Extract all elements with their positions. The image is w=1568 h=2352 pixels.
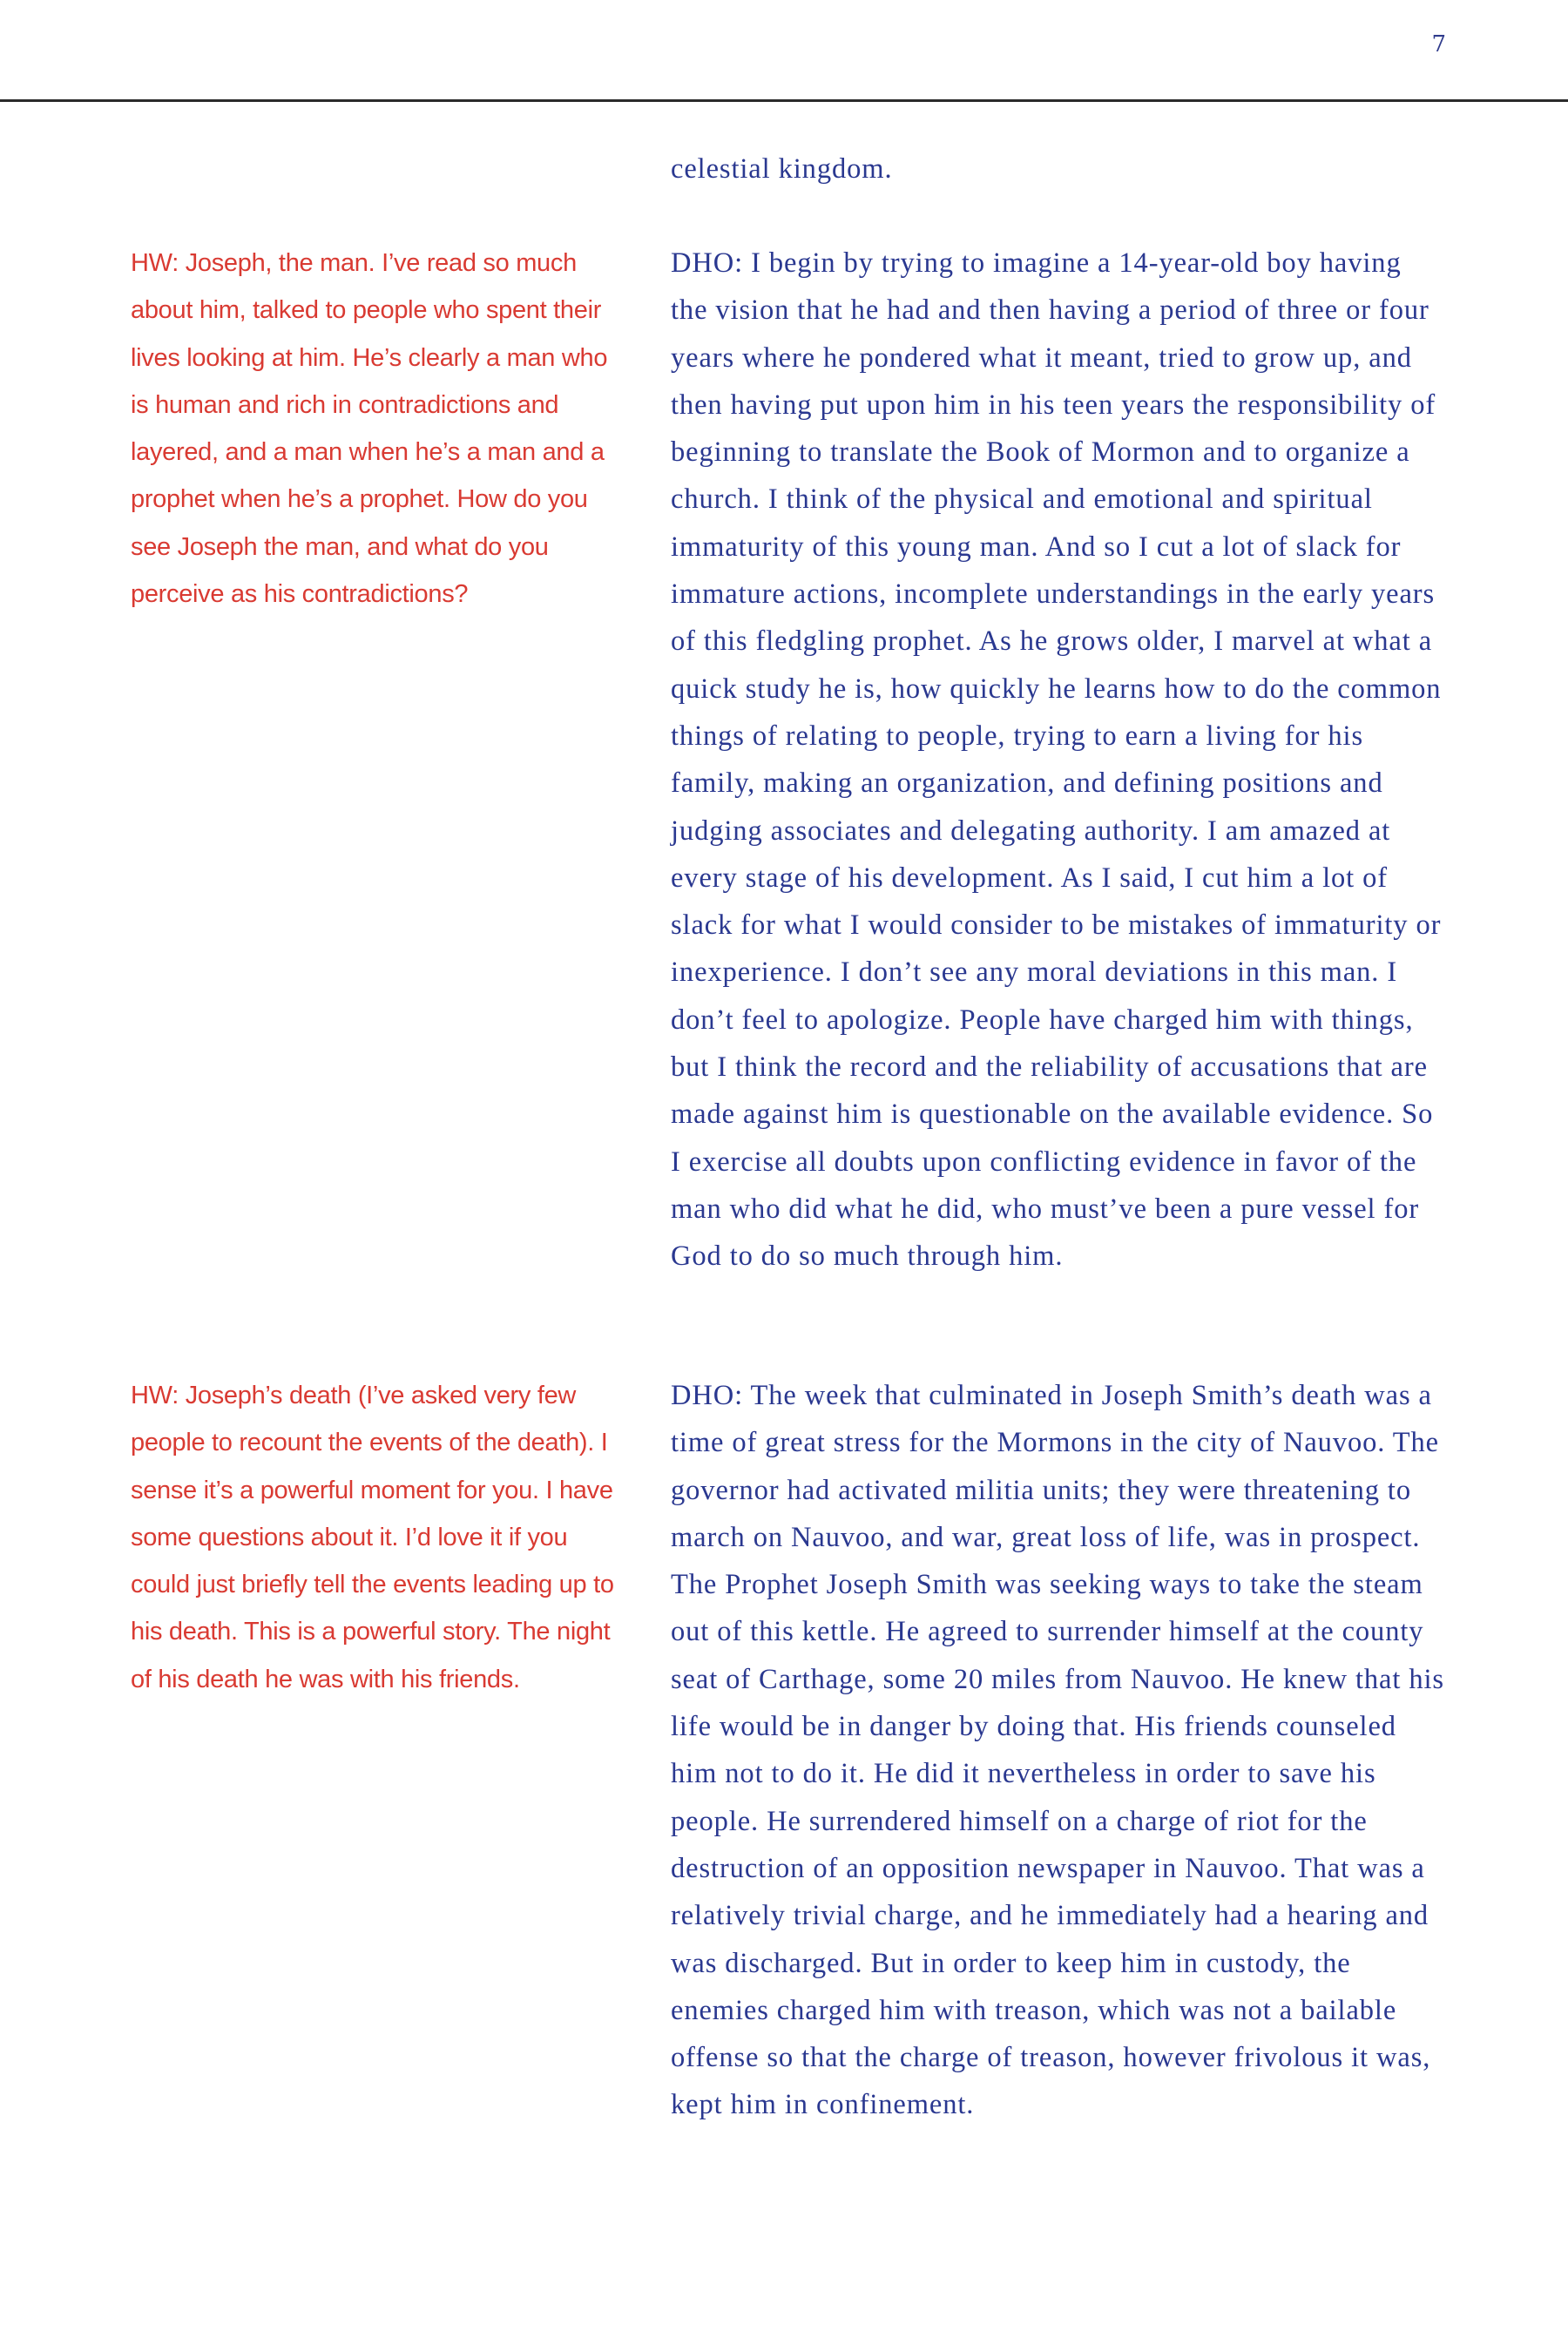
interviewee-answer-1: DHO: I begin by trying to imagine a 14-year-old boy having the vision that he had and then having a period of three or four years where he pondered what it meant, tried to grow up, and then having put upon him in his teen years the responsibility of beginning to translate the Book of Mormon and to organize a church. I think of the physical and emotional and spiritual immaturity of this young man. And so I cut a lot of slack for immature actions, incomplete understandings in the early years of this fledgling prophet. As he grows older, I marvel at what a quick study he is, how quickly he learns how to do the common things of relating to people, trying to earn a living for his family, making an organization, and defining positions and judging associates and delegating authority. I am amazed at every stage of his development. As I said, I cut him a lot of slack for what I would consider to be mistakes of immaturity or inexperience. I don’t see any moral deviations in this man. I don’t feel to apologize. People have charged him with things, but I think the record and the reliability of accusations that are made against him is questionable on the available evidence. So I exercise all doubts upon conflicting evidence in favor of the man who did what he did, who must’ve been a pure vessel for God to do so much through him. [671,247,1442,1273]
interviewer-question-2: HW: Joseph’s death (I’ve asked very few people to recount the events of the death). I sense it’s a powerful moment for you. I have some questions about it. I’d love it if you could just briefly tell the events leading up to his death. This is a powerful story. The night of his death he was with his friends. [131,1382,614,1693]
header-rule [0,99,1568,102]
interviewer-question-1: HW: Joseph, the man. I’ve read so much about him, talked to people who spent their lives looking at him. He’s clearly a man who is human and rich in contradictions and layered, and a man when he’s a man and a prophet when he’s a prophet. How do you see Joseph the man, and what do you perceive as his contradictions? [131,249,608,609]
interviewee-answer-2: DHO: The week that culminated in Joseph Smith’s death was a time of great stress for the Mormons in the city of Nauvoo. The governor had activated militia units; they were threatening to march on Nauvoo, and war, great loss of life, was in prospect. The Prophet Joseph Smith was seeking ways to take the steam out of this kettle. He agreed to surrender himself at the county seat of Carthage, some 20 miles from Nauvoo. He knew that his life would be in danger by doing that. His friends counseled him not to do it. He did it nevertheless in order to save his people. He surrendered himself on a charge of riot for the destruction of an opposition newspaper in Nauvoo. That was a relatively trivial charge, and he immediately had a hearing and was discharged. But in order to keep him in custody, the enemies charged him with treason, which was not a bailable offense so that the charge of treason, however frivolous it was, kept him in confinement. [671,1380,1444,2121]
answer-continuation: celestial kingdom. [671,153,893,185]
page-number: 7 [1431,31,1446,57]
